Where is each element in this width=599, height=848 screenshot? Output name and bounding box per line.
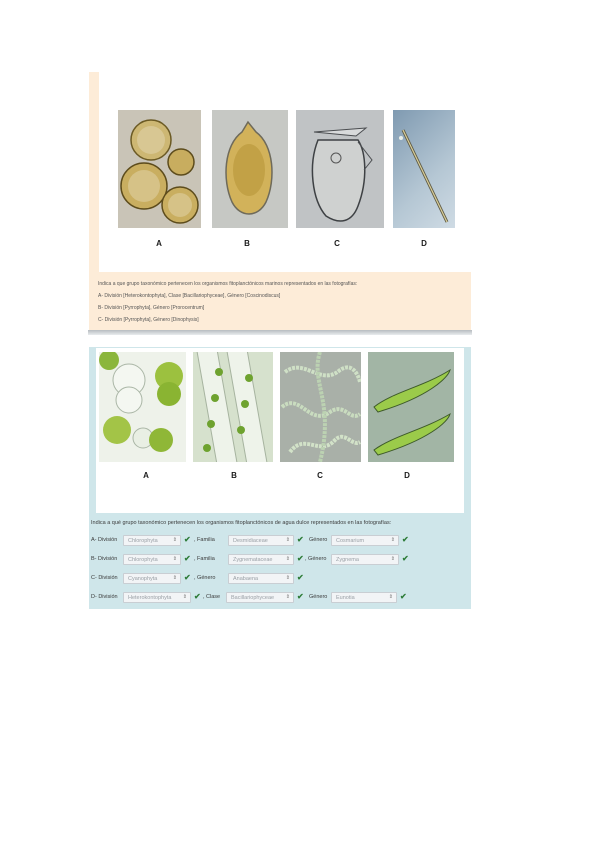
field-label: , Género bbox=[305, 556, 327, 562]
correct-check-icon: ✔ bbox=[297, 592, 304, 601]
select-arrow-icon: ⇕ bbox=[285, 575, 290, 581]
marine-caption-a: A bbox=[156, 239, 162, 248]
correct-check-icon: ✔ bbox=[400, 592, 407, 601]
class-select[interactable]: Bacillariophyceae ⇕ bbox=[226, 592, 294, 603]
photo-eunotia bbox=[368, 352, 454, 462]
select-arrow-icon: ⇕ bbox=[182, 594, 187, 600]
row-label: A- División bbox=[91, 537, 118, 543]
select-arrow-icon: ⇕ bbox=[285, 594, 290, 600]
field-label: Género bbox=[309, 537, 328, 543]
correct-check-icon: ✔ bbox=[402, 535, 409, 544]
genus-select[interactable]: Zygnema ⇕ bbox=[331, 554, 399, 565]
field-label: Género bbox=[309, 594, 328, 600]
correct-check-icon: ✔ bbox=[297, 554, 304, 563]
field-label: , Familia bbox=[194, 556, 215, 562]
correct-check-icon: ✔ bbox=[297, 573, 304, 582]
field-label: , Familia bbox=[194, 537, 215, 543]
photo-prorocentrum bbox=[212, 110, 288, 228]
marine-caption-b: B bbox=[244, 239, 250, 248]
division-select[interactable]: Heterokontophyta ⇕ bbox=[123, 592, 191, 603]
field-label: , Género bbox=[194, 575, 216, 581]
select-arrow-icon: ⇕ bbox=[285, 556, 290, 562]
select-arrow-icon: ⇕ bbox=[390, 537, 395, 543]
photo-cosmarium bbox=[99, 352, 186, 462]
row-label: B- División bbox=[91, 556, 118, 562]
correct-check-icon: ✔ bbox=[194, 592, 201, 601]
select-arrow-icon: ⇕ bbox=[172, 575, 177, 581]
select-arrow-icon: ⇕ bbox=[388, 594, 393, 600]
freshwater-question-text: Indica a qué grupo taxonómico pertenecen los organismos fitoplanctónicos de agua dulce representados en las fotografías: bbox=[91, 520, 392, 526]
photo-coscinodiscus bbox=[118, 110, 201, 228]
genus-select[interactable]: Cosmarium ⇕ bbox=[331, 535, 399, 546]
family-select[interactable]: Zygnemataceae ⇕ bbox=[228, 554, 294, 565]
division-select[interactable]: Chlorophyta ⇕ bbox=[123, 554, 181, 565]
marine-caption-c: C bbox=[334, 239, 340, 248]
photo-zygnema bbox=[193, 352, 273, 462]
genus-select[interactable]: Eunotia ⇕ bbox=[331, 592, 397, 603]
fresh-caption-a: A bbox=[143, 471, 149, 480]
division-select[interactable]: Cyanophyta ⇕ bbox=[123, 573, 181, 584]
photo-pseudonitzschia bbox=[393, 110, 455, 228]
field-label: , Clase bbox=[203, 594, 221, 600]
select-arrow-icon: ⇕ bbox=[285, 537, 290, 543]
marine-question-text: Indica a que grupo taxonómico pertenecen los organismos fitoplanctónicos marinos representados en las fotografías: bbox=[98, 281, 358, 287]
fresh-caption-c: C bbox=[317, 471, 323, 480]
correct-check-icon: ✔ bbox=[184, 535, 191, 544]
division-select[interactable]: Chlorophyta ⇕ bbox=[123, 535, 181, 546]
select-arrow-icon: ⇕ bbox=[172, 556, 177, 562]
photo-anabaena bbox=[280, 352, 361, 462]
photo-dinophysis bbox=[296, 110, 384, 228]
select-arrow-icon: ⇕ bbox=[390, 556, 395, 562]
fresh-caption-d: D bbox=[404, 471, 410, 480]
marine-answer-b: B- División [Pyrrophyta], Género [Prorocentrum] bbox=[98, 305, 205, 311]
correct-check-icon: ✔ bbox=[184, 554, 191, 563]
row-label: C- División bbox=[91, 575, 118, 581]
panel-divider bbox=[88, 330, 472, 335]
genus-select[interactable]: Anabaena ⇕ bbox=[228, 573, 294, 584]
row-label: D- División bbox=[91, 594, 118, 600]
family-select[interactable]: Desmidiaceae ⇕ bbox=[228, 535, 294, 546]
correct-check-icon: ✔ bbox=[297, 535, 304, 544]
select-arrow-icon: ⇕ bbox=[172, 537, 177, 543]
marine-answer-a: A- División [Heterokontophyta], Clase [Bacillariophyceae], Género [Coscinodiscus] bbox=[98, 293, 281, 299]
marine-answer-c: C- División [Pyrrophyta], Género [Dinophysis] bbox=[98, 317, 199, 323]
fresh-caption-b: B bbox=[231, 471, 237, 480]
correct-check-icon: ✔ bbox=[402, 554, 409, 563]
marine-caption-d: D bbox=[421, 239, 427, 248]
correct-check-icon: ✔ bbox=[184, 573, 191, 582]
